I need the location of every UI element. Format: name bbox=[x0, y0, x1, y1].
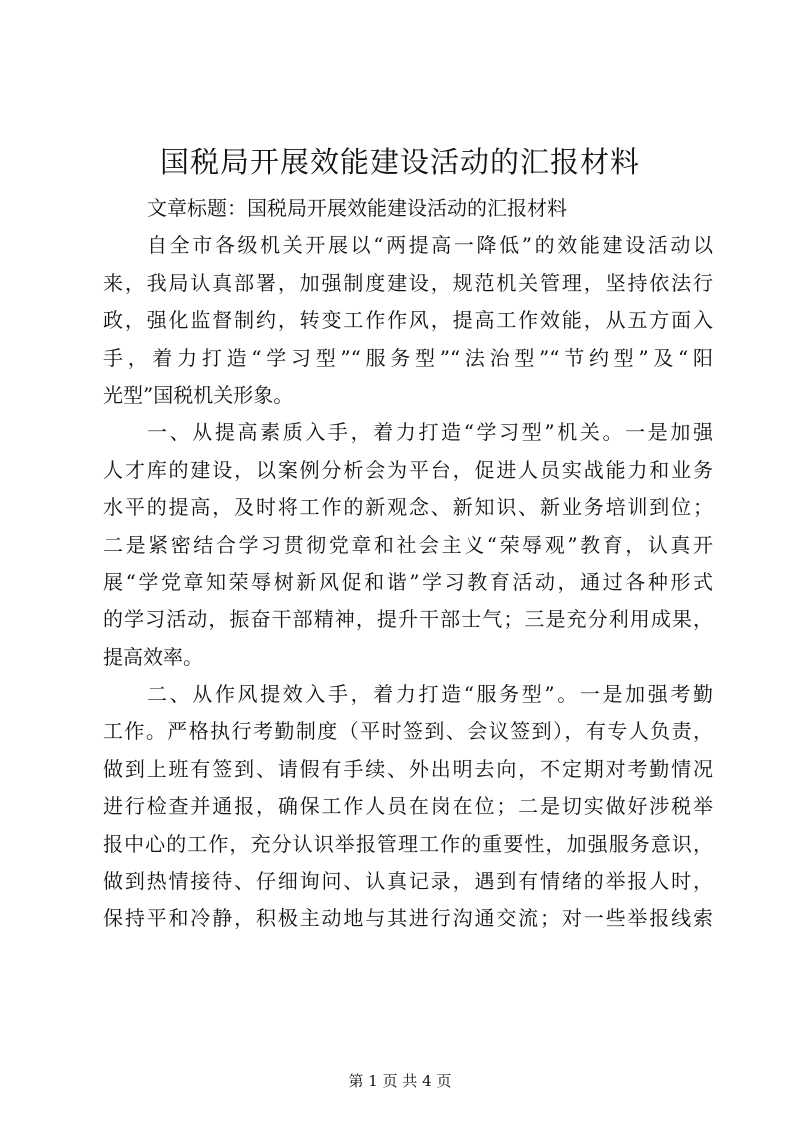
paragraph-line: 保持平和冷静，积极主动地与其进行沟通交流；对一些举报线索 bbox=[103, 906, 713, 931]
paragraph-line: 工作。严格执行考勤制度（平时签到、会议签到），有专人负责， bbox=[103, 719, 713, 744]
paragraph-line: 二是紧密结合学习贯彻党章和社会主义“荣辱观”教育，认真开 bbox=[103, 532, 713, 557]
paragraph-line: 二、从作风提效入手，着力打造“服务型”。一是加强考勤 bbox=[147, 682, 713, 707]
page-number: 第 1 页 共 4 页 bbox=[348, 1072, 452, 1090]
article-title-line: 文章标题：国税局开展效能建设活动的汇报材料 bbox=[147, 196, 567, 220]
paragraph-line: 进行检查并通报，确保工作人员在岗在位；二是切实做好涉税举 bbox=[103, 794, 713, 819]
paragraph-line: 的学习活动，振奋干部精神，提升干部士气；三是充分利用成果， bbox=[103, 607, 713, 632]
paragraph-line: 做到热情接待、仔细询问、认真记录，遇到有情绪的举报人时， bbox=[103, 869, 713, 894]
paragraph-line: 提高效率。 bbox=[103, 644, 203, 669]
paragraph-line: 光型”国税机关形象。 bbox=[103, 382, 294, 407]
paragraph-line: 水平的提高，及时将工作的新观念、新知识、新业务培训到位； bbox=[103, 495, 713, 520]
paragraph-line: 手，着力打造“学习型”“服务型”“法治型”“节约型”及“阳 bbox=[103, 345, 713, 370]
paragraph-line: 展“学党章知荣辱树新风促和谐”学习教育活动，通过各种形式 bbox=[103, 569, 713, 594]
paragraph-line: 一、从提高素质入手，着力打造“学习型”机关。一是加强 bbox=[147, 420, 713, 445]
document-body bbox=[103, 190, 713, 938]
paragraph-line: 做到上班有签到、请假有手续、外出明去向，不定期对考勤情况 bbox=[103, 756, 713, 781]
paragraph-line: 自全市各级机关开展以“两提高一降低”的效能建设活动以 bbox=[147, 233, 713, 258]
document-title: 国税局开展效能建设活动的汇报材料 bbox=[159, 145, 640, 179]
paragraph-line: 来，我局认真部署，加强制度建设，规范机关管理，坚持依法行 bbox=[103, 270, 713, 295]
paragraph-line: 报中心的工作，充分认识举报管理工作的重要性，加强服务意识， bbox=[103, 831, 713, 856]
paragraph-line: 人才库的建设，以案例分析会为平台，促进人员实战能力和业务 bbox=[103, 457, 713, 482]
paragraph-line: 政，强化监督制约，转变工作作风，提高工作效能，从五方面入 bbox=[103, 308, 713, 333]
